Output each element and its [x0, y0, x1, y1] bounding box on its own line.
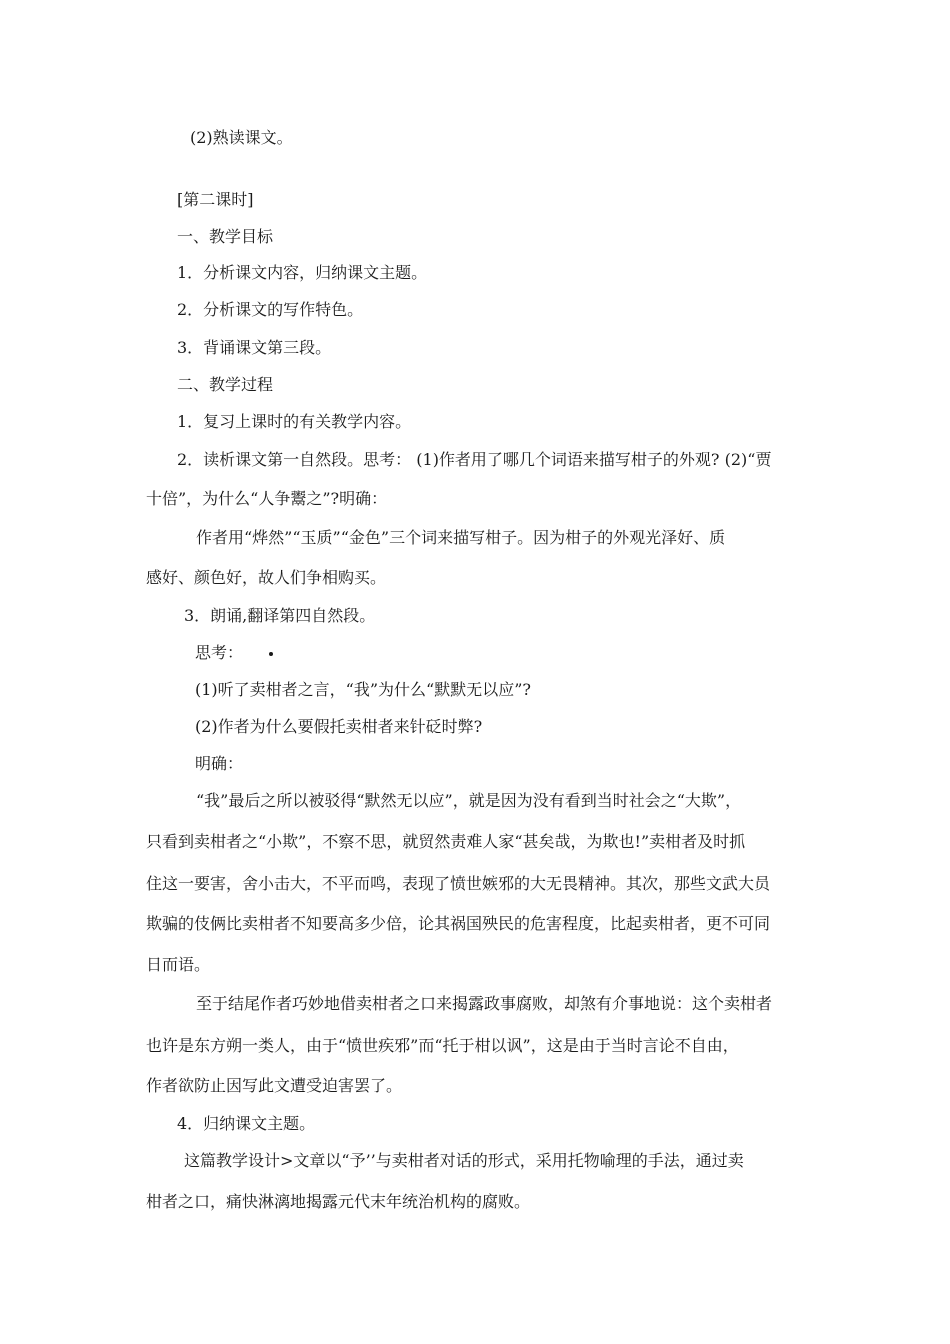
text-line: 作者欲防止因写此文遭受迫害罢了。	[146, 1076, 403, 1095]
list-item: 4．归纳课文主题。	[177, 1114, 316, 1133]
section-heading: [第二课时]	[177, 190, 254, 209]
question-line: (1)听了卖柑者之言，“我”为什么“默默无以应”?	[195, 680, 531, 699]
text-line	[195, 643, 273, 663]
list-item: 2．分析课文的写作特色。	[177, 300, 364, 319]
heading: 二、教学过程	[177, 375, 274, 394]
text-line: 至于结尾作者巧妙地借卖柑者之口来揭露政事腐败，却煞有介事地说：这个卖柑者	[196, 994, 773, 1013]
think-label: 思考：	[195, 643, 244, 662]
list-item: 2．读析课文第一自然段。思考： (1)作者用了哪几个词语来描写柑子的外观? (2)“贾	[177, 450, 772, 469]
question-line: (2)作者为什么要假托卖柑者来针砭时弊?	[195, 717, 483, 736]
text-line: 十倍”，为什么“人争鬻之”?明确：	[146, 489, 388, 508]
text-line: 欺骗的伎俩比卖柑者不知要高多少倍，论其祸国殃民的危害程度，比起卖柑者，更不可同	[146, 914, 771, 933]
text-line: 只看到卖柑者之“小欺”，不察不思，就贸然责难人家“甚矣哉，为欺也!”卖柑者及时抓	[146, 832, 746, 851]
list-item: 3．背诵课文第三段。	[177, 338, 332, 357]
list-item: 1．分析课文内容，归纳课文主题。	[177, 263, 428, 282]
text-line: 这篇教学设计>文章以“予’’与卖柑者对话的形式，采用托物喻理的手法，通过卖	[184, 1151, 744, 1170]
text-line: “我”最后之所以被驳得“默然无以应”，就是因为没有看到当时社会之“大欺”，	[196, 791, 742, 810]
text-line: 日而语。	[146, 955, 211, 974]
text-line: (2)熟读课文。	[190, 128, 293, 147]
heading: 一、教学目标	[177, 227, 274, 246]
text-line: 柑者之口，痛快淋漓地揭露元代末年统治机构的腐败。	[146, 1192, 531, 1211]
text-line: 也许是东方朔一类人，由于“愤世疾邪”而“托于柑以讽”，这是由于当时言论不自由，	[146, 1036, 739, 1055]
bullet-icon	[269, 652, 273, 656]
text-line: 感好、颜色好，故人们争相购买。	[146, 568, 387, 587]
list-item: 1．复习上课时的有关教学内容。	[177, 412, 412, 431]
text-line: 住这一要害，舍小击大，不平而鸣，表现了愤世嫉邪的大无畏精神。其次，那些文武大员	[146, 874, 771, 893]
text-line: 作者用“烨然”“玉质”“金色”三个词来描写柑子。因为柑子的外观光泽好、质	[196, 528, 726, 547]
list-item: 3．朗诵,翻译第四自然段。	[184, 606, 376, 625]
text-line: 明确：	[195, 754, 244, 773]
